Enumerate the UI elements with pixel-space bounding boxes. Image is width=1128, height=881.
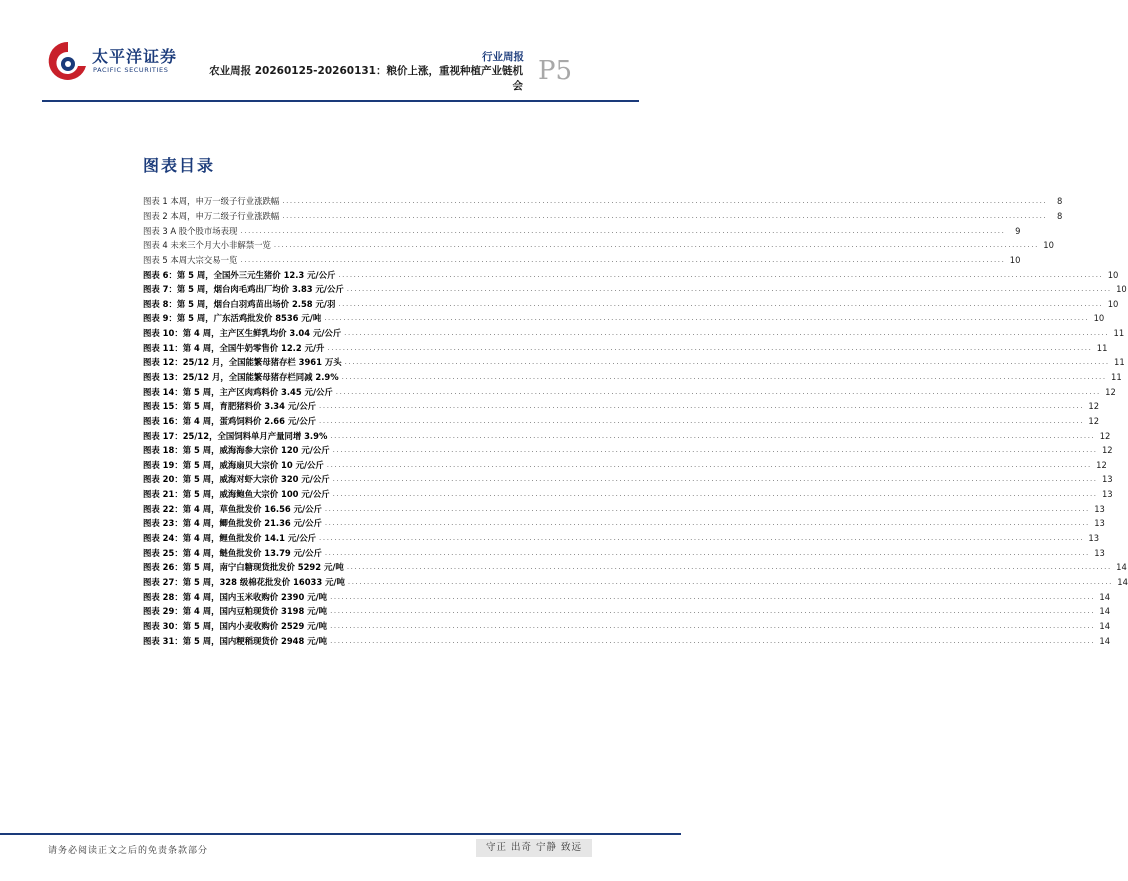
footer-motto: 守正 出奇 宁静 致远: [476, 839, 592, 857]
toc-item[interactable]: [143, 209, 1063, 224]
toc-item-label: 图表 31：第 5 周，国内粳稻现货价 2948 元/吨: [143, 635, 328, 646]
toc-item-label: 图表 24：第 4 周，鲤鱼批发价 14.1 元/公斤: [143, 533, 317, 544]
toc-item[interactable]: [143, 282, 1127, 297]
toc-leader-dots: ........................................................................................................................................................................................................: [330, 607, 1096, 616]
toc-item-page: 11: [1110, 372, 1122, 382]
toc-item-page: 14: [1099, 591, 1111, 602]
toc-item-page: 12: [1099, 430, 1111, 441]
toc-item[interactable]: [143, 399, 1100, 414]
toc-item-label: 图表 16：第 4 周，蛋鸡饲料价 2.66 元/公斤: [143, 415, 317, 426]
toc-item-label: 图表 18：第 5 周，威海海参大宗价 120 元/公斤: [143, 445, 330, 456]
toc-item-label: 图表 15：第 5 周，育肥猪料价 3.34 元/公斤: [143, 401, 317, 412]
toc-item[interactable]: [143, 370, 1122, 385]
toc-heading: 图表目录: [143, 156, 216, 175]
toc-item-page: 14: [1116, 562, 1127, 573]
toc-leader-dots: ........................................................................................................................................................................................................: [346, 563, 1112, 572]
toc-leader-dots: ........................................................................................................................................................................................................: [330, 621, 1096, 630]
toc-item-page: 12: [1101, 445, 1113, 456]
toc-item[interactable]: [143, 516, 1105, 531]
toc-leader-dots: ........................................................................................................................................................................................................: [319, 534, 1085, 543]
toc-item-page: 14: [1117, 576, 1128, 587]
toc-item[interactable]: [143, 619, 1111, 634]
toc-item-label: 图表 20：第 5 周，威海对虾大宗价 320 元/公斤: [143, 474, 330, 485]
toc-item-label: 图表 4 未来三个月大小非解禁一览: [143, 240, 271, 251]
toc-item-label: 图表 11：第 4 周，全国牛奶零售价 12.2 元/升: [143, 342, 325, 353]
toc-item-label: 图表 2 本周，申万二级子行业涨跌幅: [143, 210, 280, 221]
toc-item[interactable]: [143, 487, 1113, 502]
report-type: 行业周报: [482, 51, 524, 63]
toc-item[interactable]: [143, 589, 1111, 604]
toc-item[interactable]: [143, 428, 1111, 443]
toc-item-page: 10: [1107, 298, 1119, 309]
toc-item-page: 14: [1099, 635, 1111, 646]
toc-item-page: 10: [1116, 284, 1127, 295]
toc-item[interactable]: [143, 604, 1111, 619]
toc-item-label: 图表 26：第 5 周，南宁白糖现货批发价 5292 元/吨: [143, 562, 344, 573]
toc-leader-dots: ........................................................................................................................................................................................................: [335, 387, 1101, 396]
toc-item-label: 图表 29：第 4 周，国内豆粕现货价 3198 元/吨: [143, 606, 328, 617]
toc-item[interactable]: [143, 326, 1125, 341]
toc-item[interactable]: [143, 414, 1100, 429]
toc-item-page: 13: [1088, 533, 1100, 544]
toc-leader-dots: ........................................................................................................................................................................................................: [344, 329, 1110, 338]
toc-item[interactable]: [143, 458, 1107, 473]
toc-item-label: 图表 17：25/12，全国饲料单月产量同增 3.9%: [143, 430, 328, 441]
toc-item[interactable]: [143, 501, 1105, 516]
toc-leader-dots: ........................................................................................................................................................................................................: [330, 431, 1096, 440]
logo-text-cn: 太平洋证券: [92, 47, 178, 66]
toc-leader-dots: ........................................................................................................................................................................................................: [346, 285, 1112, 294]
toc-item[interactable]: [143, 545, 1105, 560]
toc-item-label: 图表 10：第 4 周，主产区生鲜乳均价 3.04 元/公斤: [143, 328, 342, 339]
toc-item-page: 8: [1056, 196, 1063, 207]
toc-list: [143, 194, 1128, 648]
toc-leader-dots: ........................................................................................................................................................................................................: [332, 490, 1098, 499]
toc-item-page: 10: [1043, 240, 1054, 251]
toc-item-page: 8: [1056, 210, 1063, 221]
toc-leader-dots: ........................................................................................................................................................................................................: [240, 226, 1006, 235]
toc-leader-dots: ........................................................................................................................................................................................................: [330, 592, 1096, 601]
logo-mark-icon: [48, 40, 88, 84]
toc-item-label: 图表 9：第 5 周，广东活鸡批发价 8536 元/吨: [143, 313, 322, 324]
toc-item-page: 14: [1099, 606, 1111, 617]
footer-disclaimer: 请务必阅读正文之后的免责条款部分: [48, 846, 209, 856]
toc-item-label: 图表 27：第 5 周，328 级棉花批发价 16033 元/吨: [143, 576, 345, 587]
toc-item-label: 图表 22：第 4 周，草鱼批发价 16.56 元/公斤: [143, 503, 322, 514]
toc-item-page: 13: [1094, 518, 1105, 529]
toc-leader-dots: ........................................................................................................................................................................................................: [338, 299, 1104, 308]
toc-item-page: 14: [1099, 620, 1111, 631]
toc-item[interactable]: [143, 267, 1119, 282]
toc-leader-dots: ........................................................................................................................................................................................................: [344, 358, 1110, 367]
toc-leader-dots: ........................................................................................................................................................................................................: [319, 402, 1085, 411]
toc-item-label: 图表 19：第 5 周，威海扇贝大宗价 10 元/公斤: [143, 459, 324, 470]
toc-item[interactable]: [143, 633, 1111, 648]
toc-item[interactable]: [143, 560, 1127, 575]
toc-item-page: 13: [1094, 547, 1105, 558]
toc-item-label: 图表 25：第 4 周，鲢鱼批发价 13.79 元/公斤: [143, 547, 322, 558]
toc-item-page: 13: [1101, 474, 1113, 485]
page-number: P5: [538, 56, 573, 86]
page-header: [0, 0, 681, 110]
toc-leader-dots: ........................................................................................................................................................................................................: [330, 636, 1096, 645]
toc-item[interactable]: [143, 472, 1113, 487]
toc-item[interactable]: [143, 355, 1125, 370]
toc-item-page: 12: [1105, 386, 1116, 397]
toc-item-page: 13: [1094, 503, 1105, 514]
toc-item-page: 11: [1113, 328, 1125, 339]
toc-item-page: 11: [1096, 342, 1108, 353]
toc-item-label: 图表 14：第 5 周，主产区肉鸡料价 3.45 元/公斤: [143, 386, 333, 397]
toc-item-page: 10: [1009, 254, 1021, 265]
toc-leader-dots: ........................................................................................................................................................................................................: [273, 241, 1039, 250]
toc-item-page: 11: [1113, 357, 1125, 368]
logo-text-en: PACIFIC SECURITIES: [93, 66, 169, 74]
toc-item-label: 图表 7：第 5 周，烟台肉毛鸡出厂均价 3.83 元/公斤: [143, 284, 344, 295]
toc-item-label: 图表 30：第 5 周，国内小麦收购价 2529 元/吨: [143, 620, 328, 631]
header-divider: [42, 100, 639, 102]
toc-leader-dots: ........................................................................................................................................................................................................: [282, 211, 1048, 220]
report-title: 农业周报 20260125-20260131：粮价上涨，重视种植产业链机会: [209, 65, 523, 92]
toc-item[interactable]: [143, 296, 1119, 311]
toc-item[interactable]: [143, 238, 1054, 253]
toc-leader-dots: ........................................................................................................................................................................................................: [324, 504, 1090, 513]
toc-item[interactable]: [143, 253, 1021, 268]
toc-leader-dots: ........................................................................................................................................................................................................: [240, 255, 1006, 264]
toc-item[interactable]: [143, 384, 1116, 399]
toc-leader-dots: ........................................................................................................................................................................................................: [332, 475, 1098, 484]
toc-item-label: 图表 8：第 5 周，烟台白羽鸡苗出场价 2.58 元/羽: [143, 298, 336, 309]
toc-leader-dots: ........................................................................................................................................................................................................: [327, 343, 1093, 352]
footer-divider: [0, 833, 681, 835]
toc-item-label: 图表 1 本周，申万一级子行业涨跌幅: [143, 196, 280, 207]
toc-item-page: 10: [1093, 313, 1105, 324]
toc-item[interactable]: [143, 194, 1063, 209]
toc-item-label: 图表 23：第 4 周，鲫鱼批发价 21.36 元/公斤: [143, 518, 322, 529]
company-logo: [48, 40, 178, 84]
toc-leader-dots: ........................................................................................................................................................................................................: [324, 314, 1090, 323]
toc-item-label: 图表 21：第 5 周，威海鲍鱼大宗价 100 元/公斤: [143, 489, 330, 500]
toc-item[interactable]: [143, 311, 1105, 326]
toc-item-label: 图表 3 A 股个股市场表现: [143, 225, 238, 236]
toc-leader-dots: ........................................................................................................................................................................................................: [341, 373, 1107, 381]
toc-leader-dots: ........................................................................................................................................................................................................: [324, 519, 1090, 528]
toc-item[interactable]: [143, 443, 1113, 458]
toc-item-label: 图表 13：25/12 月，全国能繁母猪存栏同减 2.9%: [143, 372, 339, 382]
toc-item[interactable]: [143, 531, 1100, 546]
toc-item-page: 12: [1096, 459, 1107, 470]
toc-leader-dots: ........................................................................................................................................................................................................: [347, 577, 1113, 586]
toc-leader-dots: ........................................................................................................................................................................................................: [324, 548, 1090, 557]
toc-item[interactable]: [143, 340, 1108, 355]
toc-item[interactable]: [143, 575, 1128, 590]
toc-leader-dots: ........................................................................................................................................................................................................: [338, 270, 1104, 279]
toc-item-page: 12: [1088, 415, 1100, 426]
toc-item-label: 图表 5 本周大宗交易一览: [143, 254, 238, 265]
toc-item-label: 图表 12：25/12 月，全国能繁母猪存栏 3961 万头: [143, 357, 342, 368]
toc-item-label: 图表 28：第 4 周，国内玉米收购价 2390 元/吨: [143, 591, 328, 602]
toc-item[interactable]: [143, 223, 1021, 238]
toc-item-page: 10: [1107, 269, 1119, 280]
toc-item-page: 9: [1015, 225, 1021, 236]
toc-leader-dots: ........................................................................................................................................................................................................: [319, 416, 1085, 425]
toc-leader-dots: ........................................................................................................................................................................................................: [332, 446, 1098, 455]
toc-item-label: 图表 6：第 5 周，全国外三元生猪价 12.3 元/公斤: [143, 269, 336, 280]
toc-item-page: 13: [1101, 489, 1113, 500]
toc-leader-dots: ........................................................................................................................................................................................................: [282, 197, 1048, 206]
toc-item-page: 12: [1088, 401, 1100, 412]
toc-leader-dots: ........................................................................................................................................................................................................: [326, 460, 1092, 469]
